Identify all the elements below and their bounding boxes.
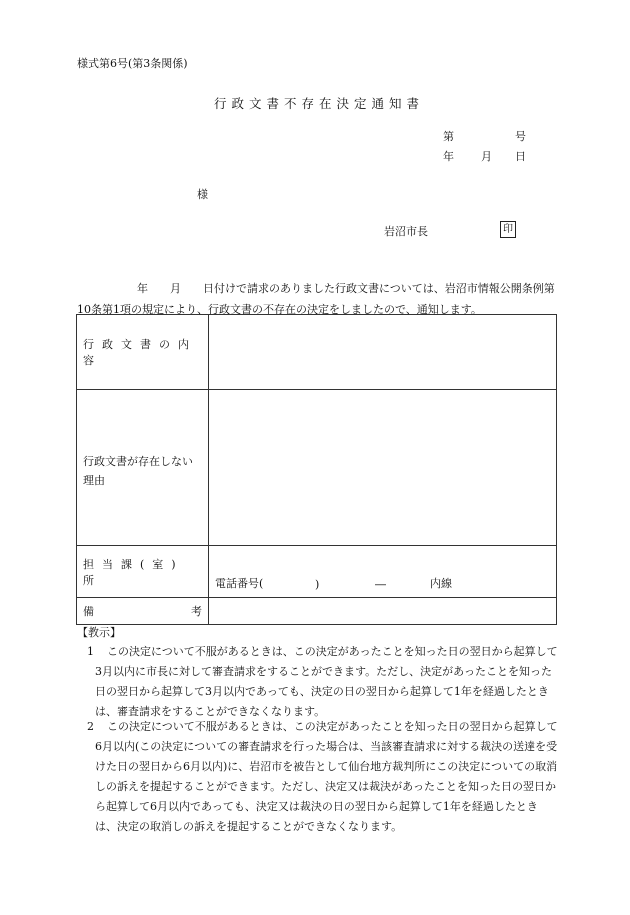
phone-dash: ― [375, 578, 386, 591]
responsible-section-field[interactable] [209, 546, 557, 598]
instruction-title: 【教示】 [77, 626, 121, 639]
issuer-name: 岩沼市長 [384, 225, 428, 238]
body-month-label: 月 [170, 282, 181, 295]
body-text: 日付けで請求のありました行政文書については、岩沼市情報公開条例第10条第1項の規定により、行政文書の不存在の決定をしましたので、通知します。 [77, 282, 555, 316]
table-row [77, 546, 557, 598]
document-content-field[interactable] [209, 315, 557, 390]
nonexistence-reason-label: 行政文書が存在しない理由 [77, 390, 209, 546]
instruction-item-2: 2 この決定について不服があるときは、この決定があったことを知った日の翌日から起算して6月以内(この決定についての審査請求を行った場合は、当該審査請求に対する裁決の送達を受けた日の翌日から6月以内)に、岩沼市を被告として仙台地方裁判所にこの決定についての取消しの訴えを提起することができます。ただし、決定又は裁決があったことを知った日の翌日から起算して6月以内であっても、決定又は裁決の日の翌日から起算して1年を経過したときは、決定の取消しの訴えを提起することができなくなります。 [87, 720, 558, 833]
remarks-label: 備 考 [77, 598, 209, 625]
document-title: 行政文書不存在決定通知書 [213, 96, 424, 111]
extension-label: 内線 [430, 577, 452, 590]
decision-table [76, 314, 557, 625]
number-prefix-label: 第 [443, 130, 454, 143]
responsible-section-label: 担当課(室)所 [77, 546, 209, 598]
phone-paren-close: ) [315, 578, 320, 591]
issue-month-label: 月 [481, 150, 492, 163]
issue-day-label: 日 [515, 150, 526, 163]
seal-mark: 印 [500, 221, 516, 238]
table-row [77, 598, 557, 625]
addressee-suffix: 様 [197, 188, 208, 201]
document-content-label: 行政文書の内容 [77, 315, 209, 390]
table-row [77, 390, 557, 546]
issue-year-label: 年 [443, 150, 454, 163]
nonexistence-reason-field[interactable] [209, 390, 557, 546]
remarks-field[interactable] [209, 598, 557, 625]
phone-number-label: 電話番号( [215, 577, 264, 590]
number-suffix-label: 号 [515, 130, 526, 143]
body-year-label: 年 [137, 282, 148, 295]
form-number: 様式第6号(第3条関係) [77, 57, 188, 70]
table-row [77, 315, 557, 390]
instruction-item-1: 1 この決定について不服があるときは、この決定があったことを知った日の翌日から起算して3月以内に市長に対して審査請求をすることができます。ただし、決定があったことを知った日の翌日から起算して3月以内であっても、決定の日の翌日から起算して1年を経過したときは、審査請求をすることができなくなります。 [87, 645, 558, 718]
